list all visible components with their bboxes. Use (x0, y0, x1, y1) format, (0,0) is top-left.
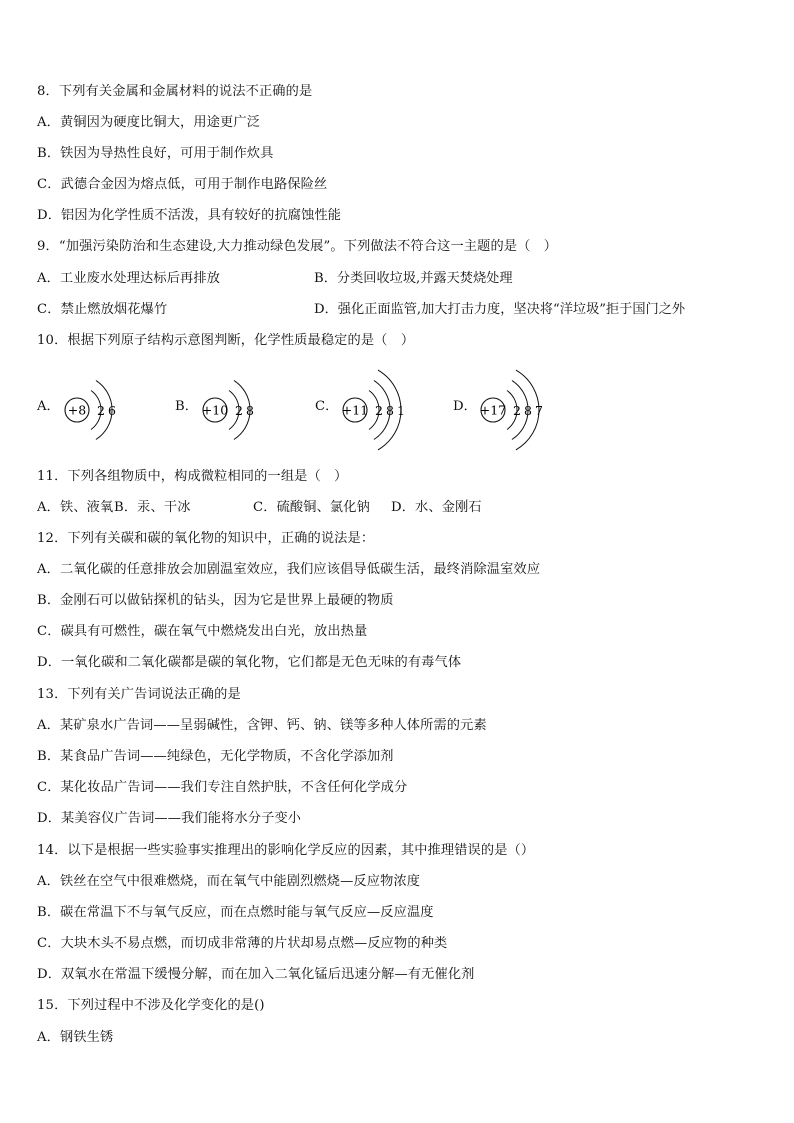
q13-option-d: D．某美容仪广告词——我们能将水分子变小 (37, 811, 302, 826)
q12-option-b: B．金刚石可以做钻探机的钻头，因为它是世界上最硬的物质 (37, 593, 394, 608)
q12-option-d: D．一氧化碳和二氧化碳都是碳的氧化物，它们都是无色无味的有毒气体 (37, 655, 462, 670)
q13-stem: 13．下列有关广告词说法正确的是 (37, 687, 241, 702)
q10-option-label-d: D． (453, 399, 477, 414)
q11-line (37, 468, 348, 486)
nucleus-charge: +10 (201, 402, 229, 418)
q12-option-a: A．二氧化碳的任意排放会加剧温室效应，我们应该倡导低碳生活，最终消除温室效应 (37, 562, 541, 577)
q14-option-d: D．双氧水在常温下缓慢分解，而在加入二氧化锰后迅速分解—有无催化剂 (37, 967, 475, 982)
q11-stem: 11．下列各组物质中，构成微粒相同的一组是（ ） (37, 469, 348, 484)
q8-option-b: B．铁因为导热性良好，可用于制作炊具 (37, 146, 274, 161)
electron-count: 2 (375, 403, 383, 418)
electron-count: 8 (386, 403, 394, 418)
q9-option-a: A．工业废水处理达标后再排放 (37, 271, 221, 286)
nucleus-charge: +8 (67, 402, 87, 418)
electron-count: 7 (535, 403, 543, 418)
q14-option-c: C．大块木头不易点燃，而切成非常薄的片状却易点燃—反应物的种类 (37, 936, 448, 951)
q10-option-label-c: C． (315, 399, 339, 414)
atom-diagram-a (63, 370, 163, 450)
q12-stem: 12．下列有关碳和碳的氧化物的知识中，正确的说法是： (37, 531, 375, 546)
q12-option-c: C．碳具有可燃性，碳在氧气中燃烧发出白光，放出热量 (37, 624, 368, 639)
q15-option-a: A．钢铁生锈 (37, 1030, 114, 1045)
q14-option-b: B．碳在常温下不与氧气反应，而在点燃时能与氧气反应—反应温度 (37, 905, 434, 920)
q9-option-b: B．分类回收垃圾,并露天焚烧处理 (314, 271, 513, 286)
q10-stem: 10．根据下列原子结构示意图判断，化学性质最稳定的是（ ） (37, 333, 415, 348)
electron-count: 2 (97, 403, 105, 418)
q8-stem: 8．下列有关金属和金属材料的说法不正确的是 (37, 84, 313, 99)
q14-stem: 14．以下是根据一些实验事实推理出的影响化学反应的因素，其中推理错误的是（） (37, 843, 535, 858)
electron-count: 8 (246, 403, 254, 418)
q11-option-c: C．硫酸铜、氯化钠 (253, 500, 370, 515)
electron-count: 2 (235, 403, 243, 418)
q15-stem: 15．下列过程中不涉及化学变化的是() (37, 998, 265, 1013)
electron-count: 6 (108, 403, 116, 418)
atom-diagram-d (479, 370, 579, 450)
q8-option-d: D．铝因为化学性质不活泼，具有较好的抗腐蚀性能 (37, 208, 342, 223)
q13-option-c: C．某化妆品广告词——我们专注自然护肤，不含任何化学成分 (37, 780, 408, 795)
q10-option-label-a: A． (37, 399, 60, 414)
electron-count: 8 (524, 403, 532, 418)
atom-diagram-c (341, 370, 441, 450)
q11-options (37, 499, 482, 517)
q10-option-label-b: B． (175, 399, 198, 414)
q13-option-b: B．某食品广告词——纯绿色，无化学物质，不含化学添加剂 (37, 749, 394, 764)
electron-count: 2 (513, 403, 521, 418)
nucleus-charge: +17 (479, 402, 507, 418)
q9-stem: 9．“加强污染防治和生态建设,大力推动绿色发展”。下列做法不符合这一主题的是（ ） (37, 239, 558, 254)
q8-option-c: C．武德合金因为熔点低，可用于制作电路保险丝 (37, 177, 328, 192)
q8-option-a: A．黄铜因为硬度比铜大，用途更广泛 (37, 115, 261, 130)
q11-option-b: B．汞、干冰 (114, 500, 191, 515)
q9-option-d: D．强化正面监管,加大打击力度，坚决将“洋垃圾”拒于国门之外 (314, 302, 686, 317)
q13-option-a: A．某矿泉水广告词——呈弱碱性，含钾、钙、钠、镁等多种人体所需的元素 (37, 718, 487, 733)
electron-count: 1 (397, 403, 405, 418)
nucleus-charge: +11 (341, 402, 369, 418)
q11-option-d: D．水、金刚石 (391, 500, 482, 515)
atom-diagram-b (201, 370, 301, 450)
q11-option-a: A．铁、液氧 (37, 500, 114, 515)
q9-option-c: C．禁止燃放烟花爆竹 (37, 302, 168, 317)
q14-option-a: A．铁丝在空气中很难燃烧，而在氧气中能剧烈燃烧—反应物浓度 (37, 874, 421, 889)
